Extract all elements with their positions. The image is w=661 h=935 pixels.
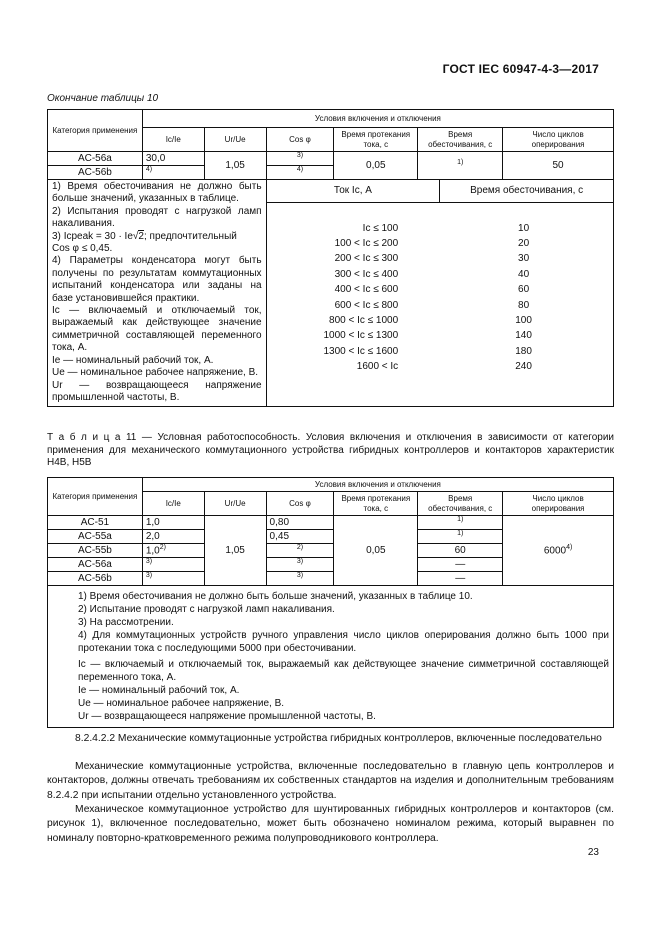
cos-footnote-ref: 2) <box>296 544 304 552</box>
category-cell: AC-51 <box>48 516 143 530</box>
cos-header: Cos φ <box>266 128 334 152</box>
category-cell: AC-56b <box>48 572 143 586</box>
table-row <box>267 267 613 282</box>
cos-cell: 0,80 <box>266 516 334 530</box>
document-code: ГОСТ IEC 60947-4-3—2017 <box>442 62 599 76</box>
ur-definition: Ur — возвращающееся напряжение промышленной частоты, В. <box>78 711 376 722</box>
note-3-formula: Icpeak = 30 · Ie <box>63 230 133 242</box>
ic-definition: Ic — включаемый и отключаемый ток, выражаемый как действующее значение симметричной составляющей переменного тока, А. <box>78 659 609 683</box>
note-4: 4) Для коммутационных устройств ручного управления число циклов оперирования должно быть 1000 при протекании тока с последующими 5000 при обесточивании. <box>78 630 609 654</box>
ie-definition: Ie — номинальный рабочий ток, А. <box>52 354 214 366</box>
time-value: 30 <box>518 253 530 265</box>
ur-ue-header: Ur/Ue <box>204 128 266 152</box>
current-range: 600 < Ic ≤ 800 <box>334 299 399 311</box>
note-3: 3) На рассмотрении. <box>78 617 174 628</box>
cycles-footnote-ref: 4) <box>566 544 573 552</box>
cos-header: Cos φ <box>266 492 334 516</box>
page-number: 23 <box>587 847 599 858</box>
time-value: 100 <box>515 315 532 327</box>
ic-ie-footnote-ref: 4) <box>145 166 153 174</box>
break-time-cell: — <box>418 558 503 572</box>
category-cell: AC-55a <box>48 530 143 544</box>
ic-ie-footnote-ref: 3) <box>145 558 153 566</box>
time-value: 180 <box>515 345 532 357</box>
table-row <box>267 282 613 297</box>
ur-definition: Ur — возвращающееся напряжение промышленной частоты, В. <box>52 379 262 403</box>
cos-footnote-ref: 3) <box>296 558 304 566</box>
paragraph-2: Механическое коммутационное устройство для шунтированных гибридных контроллеров и контакторов (см. рисунок 1), включенное последовательно, может быть обозначено номиналом режима, который выравнен по номиналу повторно-кратковременного режима полупроводникового контроллера. <box>47 804 614 844</box>
ic-ie-cell: 30,0 <box>142 152 204 166</box>
table-row <box>267 236 613 251</box>
current-range: 100 < Ic ≤ 200 <box>334 238 399 250</box>
table-11-caption: Т а б л и ц а 11 — Условная работоспособность. Условия включения и отключения в зависимости от категории применения для механического коммутационного устройства гибридных контроллеров и контакторов характеристик H4B, H5B <box>47 432 614 468</box>
current-range-header: Ток Ic, А <box>267 180 440 202</box>
table-row <box>267 344 613 359</box>
table-row <box>267 359 613 374</box>
ur-ue-header: Ur/Ue <box>204 492 266 516</box>
ic-ie-footnote-ref: 3) <box>145 572 153 580</box>
ic-ie-cell: 2,0 <box>142 530 204 544</box>
table-row <box>267 313 613 328</box>
ie-definition: Ie — номинальный рабочий ток, А. <box>78 685 240 696</box>
time-value: 140 <box>515 330 532 342</box>
cos-footnote-ref: 3) <box>296 572 304 580</box>
cycles-cell: 6000$^{4)}$ <box>503 516 614 586</box>
time-value: 80 <box>518 299 530 311</box>
ue-definition: Ue — номинальное рабочее напряжение, В. <box>52 367 259 379</box>
cos-footnote-ref: 3) <box>296 152 304 160</box>
table-row <box>267 328 613 343</box>
table-11 <box>47 477 614 728</box>
break-time-cell: — <box>418 572 503 586</box>
break-time-header: Время обесточивания, с <box>440 180 613 202</box>
table-row <box>267 297 613 312</box>
category-header: Категория применения <box>48 110 143 152</box>
table-10 <box>47 109 614 407</box>
current-time-cell: 0,05 <box>334 516 418 586</box>
conditions-header: Условия включения и отключения <box>142 110 613 128</box>
time-value: 10 <box>518 222 530 234</box>
table-row <box>267 251 613 266</box>
current-time-cell: 0,05 <box>334 152 418 180</box>
current-time-header: Время протекания тока, с <box>334 128 418 152</box>
break-time-header: Время обесточивания, с <box>418 492 503 516</box>
current-range: 400 < Ic ≤ 600 <box>334 284 399 296</box>
current-range: Ic ≤ 100 <box>362 222 399 234</box>
current-range: 1300 < Ic ≤ 1600 <box>323 345 399 357</box>
category-cell: AC-56a <box>48 558 143 572</box>
cos-cell: 0,45 <box>266 530 334 544</box>
cycles-header: Число циклов оперирования <box>503 128 614 152</box>
note-3: 3) Icpeak = 30 · Ie√2; предпочтительный Cos φ ≤ 0,45. <box>52 230 237 255</box>
current-range: 200 < Ic ≤ 300 <box>334 253 399 265</box>
current-range: 1000 < Ic ≤ 1300 <box>323 330 399 342</box>
current-range: 1600 < Ic <box>356 361 399 373</box>
time-value: 20 <box>518 238 530 250</box>
note-1: 1) Время обесточивания не должно быть больше значений, указанных в таблице. <box>52 181 262 205</box>
note-4: 4) Параметры конденсатора могут быть получены по результатам коммутационных испытаний конденсатора или заданы на базе установившейся практики. <box>52 255 262 304</box>
time-value: 240 <box>515 361 532 373</box>
ic-ie-header: Ic/Ie <box>142 128 204 152</box>
table-row <box>48 152 614 166</box>
note-2: 2) Испытания проводят с нагрузкой ламп накаливания. <box>52 205 262 230</box>
table-row <box>48 516 614 530</box>
paragraph-1: Механические коммутационные устройства, включенные последовательно в главную цепь контроллеров и контакторов, должны отвечать требованиям их собственных стандартов на изделия и дополнительным требованиям 8.2.4.2 при испытании отдельно установленного устройства. <box>47 761 614 801</box>
current-time-header: Время протекания тока, с <box>334 492 418 516</box>
ue-definition: Ue — номинальное рабочее напряжение, В. <box>78 698 285 709</box>
time-value: 40 <box>518 268 530 280</box>
current-range: 800 < Ic ≤ 1000 <box>329 315 399 327</box>
table-11-notes <box>48 586 614 728</box>
ur-ue-cell: 1,05 <box>204 152 266 180</box>
ic-ie-cell: 1,0$^{2)}$ <box>142 544 204 558</box>
table-continuation-label: Окончание таблицы 10 <box>47 93 159 104</box>
note-1: 1) Время обесточивания не должно быть больше значений, указанных в таблице 10. <box>78 591 473 602</box>
category-cell: AC-56b <box>48 166 143 180</box>
ur-ue-cell: 1,05 <box>204 516 266 586</box>
ic-definition: Ic — включаемый и отключаемый ток, выражаемый как действующее значение симметричной составляющей переменного тока, А. <box>52 305 262 354</box>
time-value: 60 <box>518 284 530 296</box>
ic-ie-header: Ic/Ie <box>142 492 204 516</box>
conditions-header: Условия включения и отключения <box>142 478 613 492</box>
break-time-cell: 60 <box>418 544 503 558</box>
table-10-notes <box>48 180 267 407</box>
note-2: 2) Испытание проводят с нагрузкой ламп накаливания. <box>78 604 335 615</box>
cos-footnote-ref: 4) <box>296 166 304 174</box>
ic-ie-cell: 1,0 <box>142 516 204 530</box>
break-time-header: Время обесточивания, с <box>418 128 503 152</box>
break-time-footnote-ref: 1) <box>457 159 464 167</box>
category-cell: AC-55b <box>48 544 143 558</box>
cycles-header: Число циклов оперирования <box>503 492 614 516</box>
section-heading-8-2-4-2-2: 8.2.4.2.2 Механические коммутационные устройства гибридных контроллеров, включенные последовательно <box>75 733 602 744</box>
break-time-footnote-ref: 1) <box>457 530 464 538</box>
cycles-cell: 50 <box>503 152 614 180</box>
break-time-footnote-ref: 1) <box>457 516 464 524</box>
category-header: Категория применения <box>48 478 143 516</box>
category-cell: AC-56a <box>48 152 143 166</box>
current-range: 300 < Ic ≤ 400 <box>334 268 399 280</box>
table-row <box>267 221 613 236</box>
breaking-time-subtable <box>266 180 613 407</box>
